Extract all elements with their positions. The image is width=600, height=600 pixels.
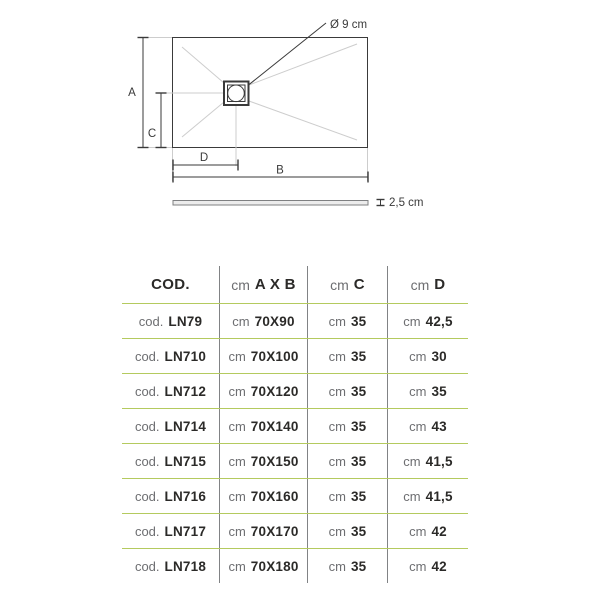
cod-prefix: cod. [134,348,160,364]
axb-value: 70X180 [250,558,299,574]
cell-d [388,549,468,583]
cod-value: LN716 [164,488,207,504]
cod-value: LN717 [164,523,207,539]
c-unit: cm [328,523,346,539]
c-value: 35 [350,313,367,329]
cell-d [388,339,468,373]
axb-value: 70X160 [250,488,299,504]
d-unit: cm [403,488,421,504]
dim-label-d: D [199,152,209,164]
dimension-c [148,93,167,148]
cell-cod [122,409,220,443]
table-row [122,409,468,444]
d-unit: cm [403,313,421,329]
shower-tray-diagram [0,0,600,240]
c-unit: cm [328,348,346,364]
cell-d [388,409,468,443]
axb-unit: cm [228,383,246,399]
header-d [388,266,468,303]
drain [224,82,249,106]
header-d-unit: cm [410,276,430,293]
thickness-icon [377,200,385,206]
table-row [122,444,468,479]
tray-side-view [173,197,424,209]
d-value: 30 [431,348,447,364]
side-profile-bar [173,201,368,206]
thickness-label: 2,5 cm [389,197,424,209]
c-value: 35 [350,453,367,469]
c-unit: cm [328,418,346,434]
c-unit: cm [328,488,346,504]
cell-axb [220,339,308,373]
cell-axb [220,514,308,548]
cell-c [308,339,388,373]
cell-cod [122,549,220,583]
cell-cod [122,304,220,338]
table-row [122,339,468,374]
header-c-unit: cm [330,276,349,293]
d-unit: cm [403,453,421,469]
axb-unit: cm [228,348,246,364]
cell-axb [220,374,308,408]
dim-label-b: B [276,164,284,177]
table-row [122,549,468,583]
cod-prefix: cod. [134,453,160,469]
cell-axb [220,304,308,338]
cell-c [308,409,388,443]
c-value: 35 [350,418,367,434]
cod-prefix: cod. [134,558,160,574]
cell-cod [122,479,220,513]
axb-unit: cm [228,488,246,504]
table-row [122,514,468,549]
cell-axb [220,549,308,583]
cell-d [388,444,468,478]
cod-value: LN710 [164,348,207,364]
cod-prefix: cod. [134,383,160,399]
axb-value: 70X150 [250,453,299,469]
c-value: 35 [350,348,367,364]
cell-c [308,479,388,513]
d-value: 41,5 [425,453,453,469]
axb-unit: cm [228,418,246,434]
c-unit: cm [328,558,346,574]
d-value: 43 [431,418,447,434]
cell-axb [220,444,308,478]
cell-cod [122,514,220,548]
header-axb-unit: cm [231,276,250,293]
table-row [122,304,468,339]
axb-value: 70X100 [250,348,299,364]
d-value: 42,5 [425,313,453,329]
cell-c [308,444,388,478]
d-unit: cm [409,383,427,399]
table-row [122,374,468,409]
dim-label-c: C [147,128,157,140]
dim-label-a: A [128,87,136,99]
header-c [308,266,388,303]
cod-prefix: cod. [138,313,164,329]
header-d-label: D [434,276,446,293]
cell-axb [220,479,308,513]
cod-value: LN79 [168,313,203,329]
d-value: 41,5 [425,488,453,504]
c-value: 35 [350,488,367,504]
cell-d [388,304,468,338]
cod-prefix: cod. [134,523,160,539]
axb-value: 70X140 [250,418,299,434]
cell-c [308,374,388,408]
header-c-label: C [353,276,365,293]
c-unit: cm [328,383,346,399]
cell-cod [122,444,220,478]
header-axb [220,266,308,303]
c-unit: cm [328,453,346,469]
drain-diameter-label: Ø 9 cm [330,19,368,31]
c-unit: cm [328,313,346,329]
cell-axb [220,409,308,443]
header-cod [122,266,220,303]
axb-unit: cm [232,313,250,329]
cod-value: LN718 [164,558,207,574]
cod-value: LN712 [164,383,207,399]
cell-d [388,514,468,548]
c-value: 35 [350,383,367,399]
axb-unit: cm [228,558,246,574]
table-row [122,479,468,514]
cell-c [308,514,388,548]
d-unit: cm [409,523,427,539]
header-axb-label: A X B [254,276,296,293]
d-unit: cm [409,558,427,574]
cell-cod [122,339,220,373]
d-value: 42 [431,523,447,539]
d-value: 42 [431,558,447,574]
d-unit: cm [409,418,427,434]
cod-value: LN715 [164,453,207,469]
d-unit: cm [409,348,427,364]
cell-d [388,374,468,408]
cell-d [388,479,468,513]
dimension-b [173,165,368,183]
cod-value: LN714 [164,418,207,434]
c-value: 35 [350,558,367,574]
d-value: 35 [431,383,447,399]
axb-unit: cm [228,523,246,539]
cell-c [308,304,388,338]
axb-value: 70X120 [250,383,299,399]
header-cod-label: COD. [151,276,190,293]
size-table [122,266,468,583]
cod-prefix: cod. [134,488,160,504]
cell-c [308,549,388,583]
axb-unit: cm [228,453,246,469]
dimension-d [173,152,238,171]
table-header-row [122,266,468,304]
cod-prefix: cod. [134,418,160,434]
cell-cod [122,374,220,408]
c-value: 35 [350,523,367,539]
axb-value: 70X170 [250,523,299,539]
axb-value: 70X90 [254,313,295,329]
